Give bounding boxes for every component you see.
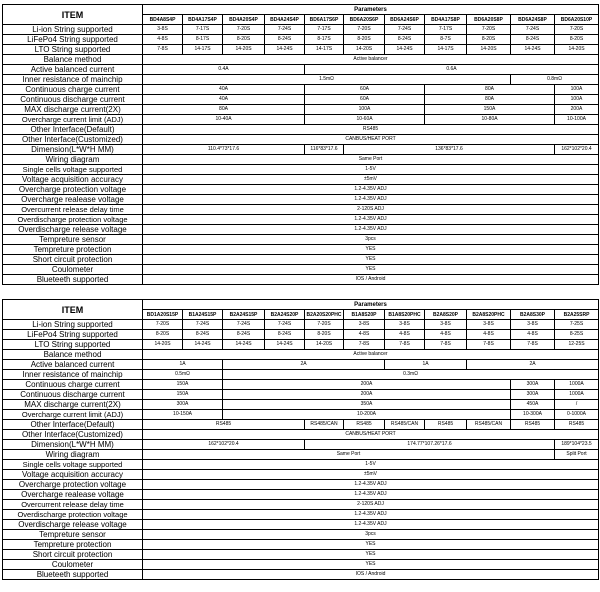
spec-row [3, 85, 599, 95]
spec-value: 14-20S [143, 340, 183, 350]
spec-row [3, 330, 599, 340]
spec-value: 3-8S [425, 320, 467, 330]
spec-value: 116*83*17.6 [305, 145, 344, 155]
spec-value: CANBUS/HEAT PORT [143, 135, 599, 145]
model-name: BD4A17S8P [425, 15, 467, 25]
spec-value: 10-40A [143, 115, 305, 125]
spec-value: ±5mV [143, 470, 599, 480]
spec-value: 7-8S [143, 45, 183, 55]
spec-row [3, 500, 599, 510]
spec-value: 300A [511, 390, 555, 400]
spec-row [3, 95, 599, 105]
spec-value: 14-24S [183, 340, 223, 350]
spec-row [3, 390, 599, 400]
spec-label: Tempreture protection [3, 245, 143, 255]
spec-value: 4-8S [511, 330, 555, 340]
spec-label: Overcurrent release delay time [3, 500, 143, 510]
spec-value: 7-24S [511, 25, 555, 35]
spec-label: Tempreture protection [3, 540, 143, 550]
spec-row [3, 440, 599, 450]
spec-value: 110.4*73*17.6 [143, 145, 305, 155]
spec-row [3, 470, 599, 480]
spec-value: 4-8S [425, 330, 467, 340]
spec-value: 40A [143, 85, 305, 95]
model-name: BD1A20S15P [143, 310, 183, 320]
spec-value: 7-20S [143, 320, 183, 330]
item-header: ITEM [3, 300, 143, 320]
spec-row [3, 420, 599, 430]
spec-value: 40A [143, 95, 305, 105]
spec-label: Dimension(L*W*H MM) [3, 145, 143, 155]
spec-row [3, 560, 599, 570]
spec-row [3, 530, 599, 540]
spec-value: 1.5mΩ [143, 75, 511, 85]
spec-label: MAX discharge current(2X) [3, 105, 143, 115]
spec-table-2 [2, 299, 599, 580]
spec-value: 14-24S [385, 45, 425, 55]
spec-label: LiFePo4 String supported [3, 35, 143, 45]
spec-row [3, 520, 599, 530]
spec-value: 4-8S [143, 35, 183, 45]
spec-label: Wiring diagram [3, 155, 143, 165]
spec-row [3, 165, 599, 175]
spec-value: 14-24S [265, 45, 305, 55]
spec-label: Overcharge protection voltage [3, 185, 143, 195]
spec-label: Inner resistance of mainchip [3, 75, 143, 85]
spec-value: 150A [143, 390, 223, 400]
spec-value: RS485/CAN [385, 420, 425, 430]
spec-value: Split Port [555, 450, 599, 460]
spec-value: 3-8S [511, 320, 555, 330]
spec-row [3, 275, 599, 285]
spec-value: ±5mV [143, 175, 599, 185]
spec-value: 8-20S [223, 35, 265, 45]
model-name: B2A24S20P [265, 310, 305, 320]
spec-value: RS485 [143, 420, 305, 430]
spec-label: Coulometer [3, 265, 143, 275]
spec-value: 0.6A [305, 65, 599, 75]
spec-label: Inner resistance of mainchip [3, 370, 143, 380]
spec-value: 1.2-4.35V ADJ [143, 215, 599, 225]
spec-label: Overdischarge protection voltage [3, 215, 143, 225]
spec-row [3, 25, 599, 35]
spec-row [3, 225, 599, 235]
spec-label: LTO String supported [3, 340, 143, 350]
spec-label: Single cells voltage supported [3, 460, 143, 470]
spec-row [3, 265, 599, 275]
spec-value: 1.2-4.35V ADJ [143, 225, 599, 235]
model-name: BD4A24S4P [265, 15, 305, 25]
spec-value: 1000A [555, 380, 599, 390]
spec-value: 7-24S [265, 320, 305, 330]
model-name: B2A25SRP [555, 310, 599, 320]
spec-value: 8-17S [183, 35, 223, 45]
spec-value: 450A [511, 400, 555, 410]
spec-label: Continuous discharge current [3, 95, 143, 105]
spec-label: Continuous discharge current [3, 390, 143, 400]
spec-row [3, 115, 599, 125]
spec-label: Overdischarge release voltage [3, 225, 143, 235]
spec-value: 1000A [555, 390, 599, 400]
spec-value: Same Port [143, 450, 555, 460]
spec-value: 162*102*20.4 [555, 145, 599, 155]
spec-row [3, 125, 599, 135]
spec-value: 3-8S [344, 320, 385, 330]
spec-value: YES [143, 255, 599, 265]
model-name: B2A20S20PHC [306, 311, 342, 318]
model-name: BD6A20S6P [344, 15, 385, 25]
spec-value: 1.2-4.35V ADJ [143, 520, 599, 530]
spec-label: MAX discharge current(2X) [3, 400, 143, 410]
spec-value: 1.2-4.35V ADJ [143, 490, 599, 500]
spec-value: 3-8S [143, 25, 183, 35]
model-name: B2A8S20P [425, 310, 467, 320]
spec-value: RS485/CAN [467, 420, 511, 430]
spec-value: 8-20S [305, 330, 344, 340]
spec-row [3, 320, 599, 330]
spec-value: 60A [305, 95, 425, 105]
spec-row [3, 145, 599, 155]
spec-value: 7-17S [425, 25, 467, 35]
spec-label: Overdischarge protection voltage [3, 510, 143, 520]
spec-label: Overcharge realease voltage [3, 490, 143, 500]
spec-value: 7-20S [555, 25, 599, 35]
spec-row [3, 400, 599, 410]
spec-value: YES [143, 245, 599, 255]
spec-value: YES [143, 550, 599, 560]
spec-value: 60A [305, 85, 425, 95]
spec-label: Balance method [3, 350, 143, 360]
spec-value: 14-24S [223, 340, 265, 350]
spec-value: 8-24S [511, 35, 555, 45]
spec-value: 14-17S [425, 45, 467, 55]
spec-value: 2A [467, 360, 599, 370]
spec-value: 14-24S [511, 45, 555, 55]
spec-value: 80A [425, 95, 555, 105]
spec-value: 300A [511, 380, 555, 390]
spec-row [3, 135, 599, 145]
spec-value: 14-20S [344, 45, 385, 55]
spec-value: 0.4A [143, 65, 305, 75]
spec-row [3, 360, 599, 370]
spec-value: 10-100A [555, 115, 599, 125]
spec-value: 1.2-4.35V ADJ [143, 195, 599, 205]
spec-row [3, 35, 599, 45]
spec-value: 2A [223, 360, 385, 370]
spec-value: 8-20S [555, 35, 599, 45]
spec-value: 7-25S [555, 320, 599, 330]
spec-value: 10-60A [305, 115, 425, 125]
spec-row [3, 65, 599, 75]
spec-value: 174.77*107.26*17.6 [305, 440, 555, 450]
spec-row [3, 410, 599, 420]
spec-value: 7-8S [344, 340, 385, 350]
spec-label: Tempreture sensor [3, 530, 143, 540]
spec-value: 8-20S [344, 35, 385, 45]
model-name: BD6A24S8P [511, 15, 555, 25]
spec-row [3, 105, 599, 115]
model-name: B1A24S15P [183, 310, 223, 320]
spec-value: 200A [223, 380, 511, 390]
spec-label: Overdischarge release voltage [3, 520, 143, 530]
spec-value: 14-20S [223, 45, 265, 55]
spec-row [3, 235, 599, 245]
spec-value: 7-20S [344, 25, 385, 35]
spec-rows [3, 25, 599, 285]
spec-label: Single cells voltage supported [3, 165, 143, 175]
spec-value: 7-8S [385, 340, 425, 350]
model-name: B2A8S20PHC [467, 310, 511, 320]
spec-table-1 [2, 4, 599, 285]
spec-row [3, 490, 599, 500]
spec-value: 10-300A [511, 410, 555, 420]
spec-value: 136*83*17.6 [344, 145, 555, 155]
model-name: BD6A17S6P [305, 15, 344, 25]
spec-label: Short circuit protection [3, 255, 143, 265]
model-name: BD4A8S4P [143, 15, 183, 25]
spec-row [3, 155, 599, 165]
spec-value: 7-20S [305, 320, 344, 330]
spec-label: Short circuit protection [3, 550, 143, 560]
spec-value: 7-8S [511, 340, 555, 350]
spec-row [3, 510, 599, 520]
spec-value: 189*104*23.5 [555, 440, 599, 450]
spec-label: Voltage acquisition accuracy [3, 175, 143, 185]
spec-value: 8-20S [467, 35, 511, 45]
parameters-header: Parameters [143, 300, 599, 310]
model-name: B1A8S20PHC [385, 310, 425, 320]
spec-value: 14-17S [183, 45, 223, 55]
spec-value: 0.3mΩ [223, 370, 599, 380]
spec-label: LTO String supported [3, 45, 143, 55]
spec-row [3, 480, 599, 490]
model-name: BD4A20S4P [223, 15, 265, 25]
spec-value: 7-24S [265, 25, 305, 35]
spec-row [3, 540, 599, 550]
spec-label: Blueteeth supported [3, 275, 143, 285]
spec-row [3, 430, 599, 440]
spec-label: Overcharge realease voltage [3, 195, 143, 205]
spec-row [3, 380, 599, 390]
spec-row [3, 215, 599, 225]
model-name: BD6A20S8P [467, 15, 511, 25]
spec-value: 7-24S [183, 320, 223, 330]
spec-label: Tempreture sensor [3, 235, 143, 245]
model-name: B1A8S20P [344, 310, 385, 320]
spec-value: 3-8S [385, 320, 425, 330]
spec-value: IOS / Android [143, 275, 599, 285]
spec-value: 1A [143, 360, 223, 370]
spec-row [3, 55, 599, 65]
spec-value: CANBUS/HEAT PORT [143, 430, 599, 440]
spec-value: 1A [385, 360, 467, 370]
spec-label: Other Interface(Default) [3, 125, 143, 135]
spec-value: 100A [555, 95, 599, 105]
spec-label: Other Interface(Customized) [3, 135, 143, 145]
parameters-header: Parameters [143, 5, 599, 15]
spec-label: Balance method [3, 55, 143, 65]
model-name: B2A8S30P [511, 310, 555, 320]
spec-label: Overcharge current limit (ADJ) [3, 410, 143, 420]
spec-value: 14-20S [555, 45, 599, 55]
spec-row [3, 340, 599, 350]
spec-value: RS485 [344, 420, 385, 430]
spec-value: RS485/CAN [305, 420, 344, 430]
spec-value: 200A [223, 390, 511, 400]
spec-row [3, 175, 599, 185]
spec-label: Dimension(L*W*H MM) [3, 440, 143, 450]
spec-value: 1-5V [143, 460, 599, 470]
spec-value: 7-24S [385, 25, 425, 35]
spec-row [3, 550, 599, 560]
spec-value: 100A [555, 85, 599, 95]
spec-row [3, 75, 599, 85]
spec-value: Same Port [143, 155, 599, 165]
spec-row [3, 460, 599, 470]
spec-value: 300A [143, 400, 223, 410]
spec-value: 7-17S [305, 25, 344, 35]
model-name: BD4A17S4P [183, 15, 223, 25]
spec-value: 14-20S [305, 340, 344, 350]
spec-value: RS485 [555, 420, 599, 430]
spec-value: RS485 [425, 420, 467, 430]
spec-value: 3-8S [467, 320, 511, 330]
spec-label: Overcharge current limit (ADJ) [3, 115, 143, 125]
item-header: ITEM [3, 5, 143, 25]
spec-rows [3, 320, 599, 580]
spec-label: Coulometer [3, 560, 143, 570]
spec-value: 1.2-4.35V ADJ [143, 480, 599, 490]
spec-value: 10-80A [425, 115, 555, 125]
spec-value: 0.5mΩ [143, 370, 223, 380]
spec-row [3, 255, 599, 265]
spec-value: 2-120S ADJ [143, 500, 599, 510]
spec-value: 3pcs [143, 530, 599, 540]
spec-value: 8-20S [143, 330, 183, 340]
spec-value: IOS / Android [143, 570, 599, 580]
spec-value: 350A [223, 400, 511, 410]
spec-row [3, 185, 599, 195]
spec-value: YES [143, 540, 599, 550]
spec-value: 7-8S [467, 340, 511, 350]
spec-label: Blueteeth supported [3, 570, 143, 580]
spec-value: 7-20S [467, 25, 511, 35]
spec-value: YES [143, 560, 599, 570]
spec-value: 14-20S [467, 45, 511, 55]
spec-value: 4-8S [385, 330, 425, 340]
spec-value: 10-200A [223, 410, 511, 420]
spec-row [3, 195, 599, 205]
spec-label: Active balanced current [3, 65, 143, 75]
spec-value: 7-20S [223, 25, 265, 35]
spec-value: 14-17S [305, 45, 344, 55]
spec-label: Li-ion String supported [3, 320, 143, 330]
spec-value: 8-24S [265, 35, 305, 45]
spec-label: Continuous charge current [3, 85, 143, 95]
spec-value: 200A [555, 105, 599, 115]
spec-value: 80A [143, 105, 305, 115]
spec-value: 4-8S [344, 330, 385, 340]
spec-row [3, 350, 599, 360]
spec-value: 2-120S ADJ [143, 205, 599, 215]
spec-label: Overcurrent release delay time [3, 205, 143, 215]
model-name: BD6A20S10P [555, 15, 599, 25]
spec-row [3, 205, 599, 215]
spec-label: Li-ion String supported [3, 25, 143, 35]
spec-value: 3pcs [143, 235, 599, 245]
spec-value: 8-24S [265, 330, 305, 340]
spec-value: 10-150A [143, 410, 223, 420]
spec-value: 150A [143, 380, 223, 390]
spec-value: 0.8mΩ [511, 75, 599, 85]
spec-value: / [555, 400, 599, 410]
spec-value: 80A [425, 85, 555, 95]
spec-value: 100A [305, 105, 425, 115]
spec-value: 8-24S [223, 330, 265, 340]
spec-value: 1-5V [143, 165, 599, 175]
spec-value: Active balancer [143, 350, 599, 360]
spec-value: 8-25S [555, 330, 599, 340]
spec-label: Other Interface(Customized) [3, 430, 143, 440]
spec-value: 12-25S [555, 340, 599, 350]
model-name: B2A24S15P [223, 310, 265, 320]
spec-value: 150A [425, 105, 555, 115]
spec-value: 8-24S [183, 330, 223, 340]
spec-value: 4-8S [467, 330, 511, 340]
spec-label: Active balanced current [3, 360, 143, 370]
spec-value: 162*102*20.4 [143, 440, 305, 450]
spec-row [3, 450, 599, 460]
spec-value: 7-24S [223, 320, 265, 330]
model-name: BD6A24S6P [385, 15, 425, 25]
spec-value: 7-17S [183, 25, 223, 35]
spec-value: 1.2-4.35V ADJ [143, 185, 599, 195]
spec-value: Active balancer [143, 55, 599, 65]
spec-row [3, 570, 599, 580]
spec-row [3, 245, 599, 255]
spec-value: YES [143, 265, 599, 275]
spec-label: Continuous charge current [3, 380, 143, 390]
spec-label: Voltage acquisition accuracy [3, 470, 143, 480]
spec-value: 14-24S [265, 340, 305, 350]
spec-value: 0-1000A [555, 410, 599, 420]
spec-row [3, 370, 599, 380]
spec-value: RS485 [511, 420, 555, 430]
spec-value: 8-7S [425, 35, 467, 45]
spec-value: 8-24S [385, 35, 425, 45]
spec-label: Overcharge protection voltage [3, 480, 143, 490]
spec-label: LiFePo4 String supported [3, 330, 143, 340]
spec-value: RS485 [143, 125, 599, 135]
spec-label: Wiring diagram [3, 450, 143, 460]
spec-label: Other Interface(Default) [3, 420, 143, 430]
spec-value: 1.2-4.35V ADJ [143, 510, 599, 520]
spec-value: 8-17S [305, 35, 344, 45]
spec-value: 7-8S [425, 340, 467, 350]
spec-row [3, 45, 599, 55]
